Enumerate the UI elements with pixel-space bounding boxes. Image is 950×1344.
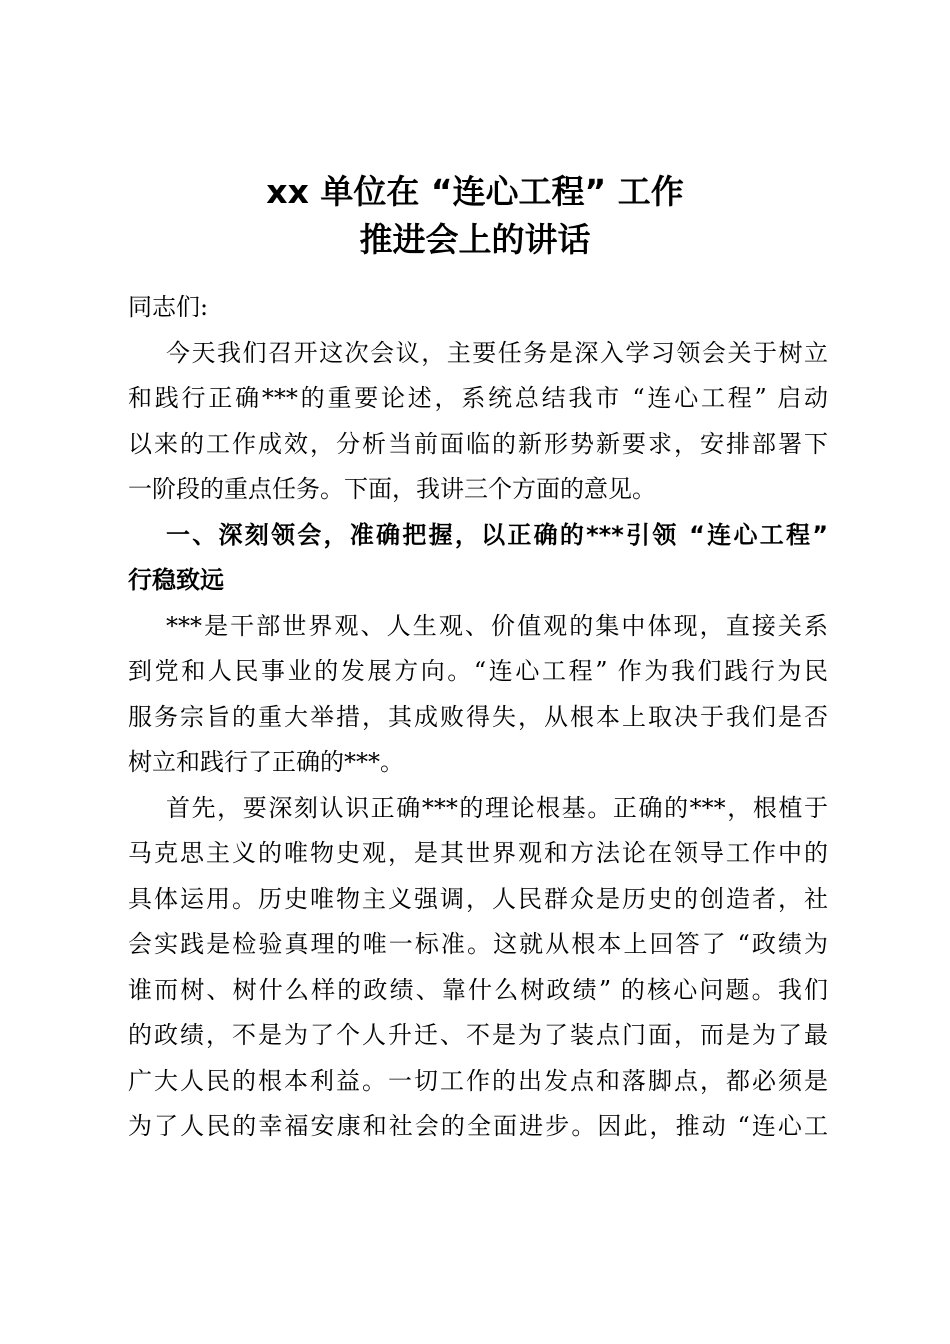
body-text-line: 广大人民的根本利益。一切工作的出发点和落脚点，都必须是 [128,1066,828,1095]
body-text-line: 的政绩，不是为了个人升迁、不是为了装点门面，而是为了最 [128,1021,828,1049]
document-title-line-2: 推进会上的讲话 [359,220,591,259]
section-heading-line: 行稳致远 [128,566,224,594]
body-text-line: 和践行正确***的重要论述，系统总结我市 “连心工程” 启动 [128,384,828,412]
body-text-line: 树立和践行了正确的***。 [128,748,404,776]
document-title-line-1: xx 单位在 “连心工程” 工作 [266,172,684,211]
body-text-line: 服务宗旨的重大举措，其成败得失，从根本上取决于我们是否 [128,702,828,731]
body-text-line: ***是干部世界观、人生观、价值观的集中体现，直接关系 [166,611,828,640]
body-text-line: 一阶段的重点任务。下面，我讲三个方面的意见。 [128,475,656,503]
body-text-line: 会实践是检验真理的唯一标准。这就从根本上回答了 “政绩为 [128,930,828,958]
body-text-line: 具体运用。历史唯物主义强调，人民群众是历史的创造者，社 [128,884,828,913]
body-text-line: 到党和人民事业的发展方向。“连心工程” 作为我们践行为民 [128,657,828,685]
section-heading-line: 一、深刻领会，准确把握，以正确的***引领 “连心工程” [166,520,828,549]
body-text-line: 首先，要深刻认识正确***的理论根基。正确的***，根植于 [166,793,828,822]
body-text-line: 以来的工作成效，分析当前面临的新形势新要求，安排部署下 [128,429,828,458]
body-text-line: 今天我们召开这次会议，主要任务是深入学习领会关于树立 [166,338,828,367]
body-text-line: 谁而树、树什么样的政绩、靠什么树政绩” 的核心问题。我们 [128,975,828,1004]
document-body [128,285,828,1150]
body-text-line: 马克思主义的唯物史观，是其世界观和方法论在领导工作中的 [128,839,828,867]
body-text-line: 同志们: [128,293,209,321]
body-text-line: 为了人民的幸福安康和社会的全面进步。因此，推动 “连心工 [128,1112,828,1140]
